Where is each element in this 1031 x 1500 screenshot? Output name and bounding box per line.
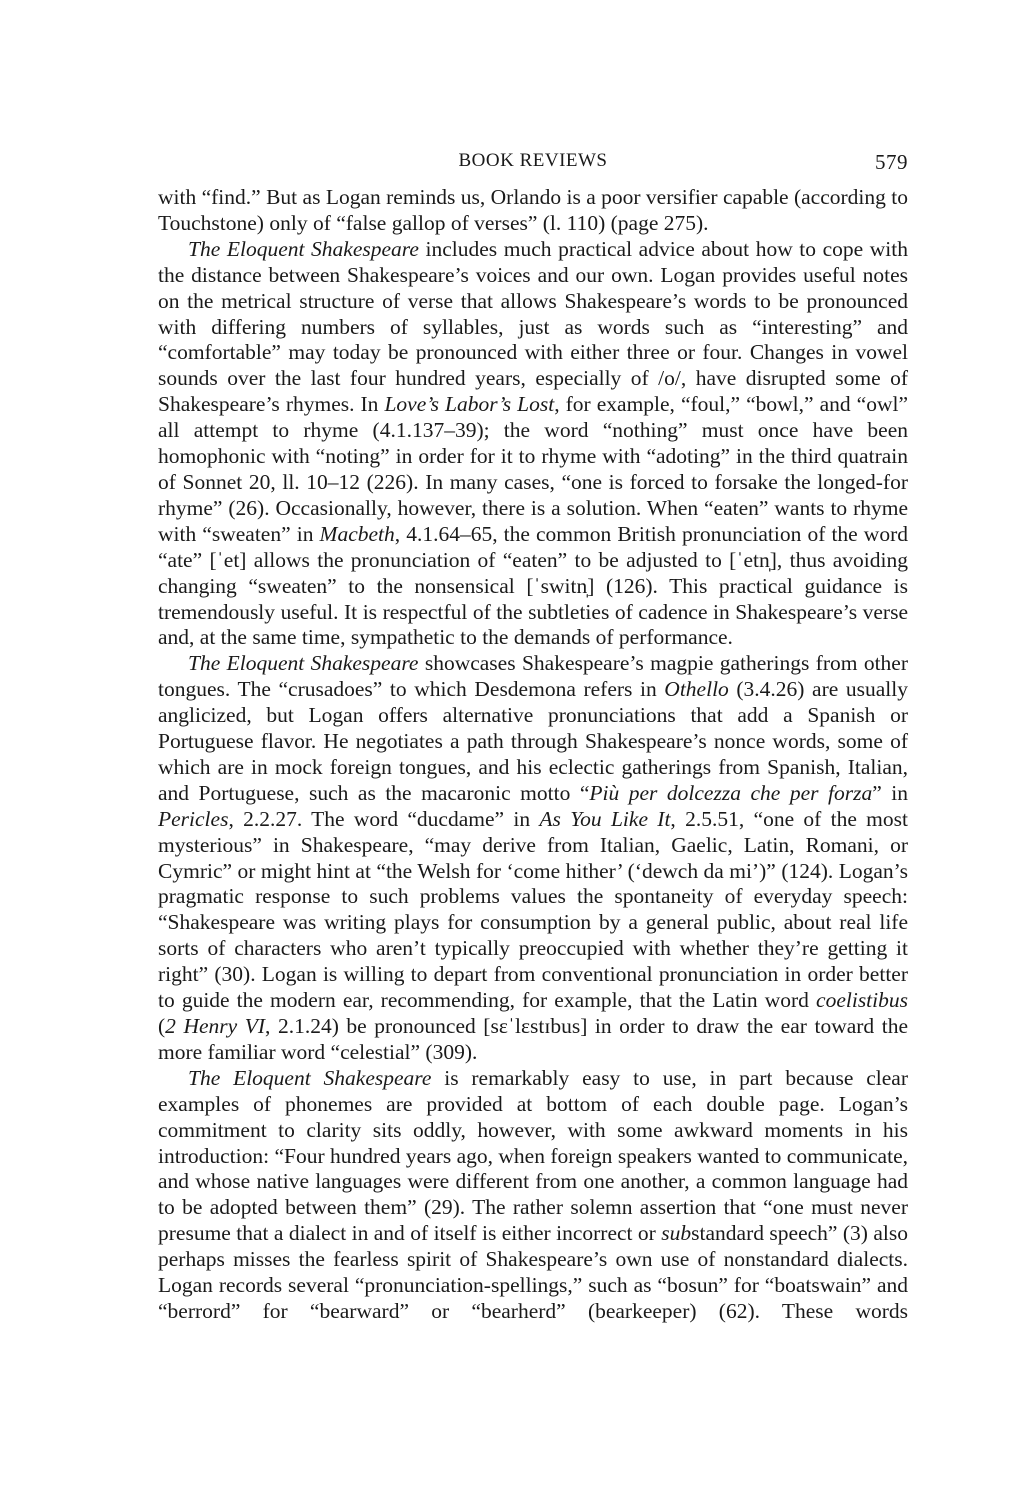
text-run: , 2.5.51, “one of the most mysterious” in Shakespeare, “may derive from Italian, Gaelic, Latin, Romani, or Cymric” or might hint at “the Welsh for ‘come hither’ (‘dewch da mi’)” (124). Logan’s pragmatic response to such problems values the spontaneity of everyday speech: “Shakespeare was writing plays for consumption by a general public, about real life sorts of characters who aren’t typically preoccupied with whether they’re getting it right” (30). Logan is willing to depart from conventional pronunciation in order better to guide the modern ear, recommending, for example, that the Latin word — [158, 806, 908, 1013]
text-run: standard speech” (3) also perhaps misses the fearless spirit of Shakespeare’s own use of nonstandard dialects. Logan records several “pronunciation-spellings,” such as “bosun” for “boatswain” and “berrord” for “bearward” or “bearherd” (bearkeeper) (62). These words — [158, 1221, 909, 1323]
italic-run: 2 Henry VI — [165, 1014, 266, 1038]
italic-run: Love’s Labor’s Lost — [384, 392, 555, 417]
running-header — [158, 150, 908, 176]
text-run: with “find.” But as Logan reminds us, Orlando is a poor versifier capable (according to Touchstone) only of “false gallop of verses” (l. 110) (page 275). — [158, 185, 908, 235]
italic-run: The Eloquent Shakespeare — [188, 236, 419, 261]
text-run: , for example, “foul,” “bowl,” and “owl” all attempt to rhyme (4.1.137–39); the word “nothing” must once have been homophonic with “noting” in order for it to rhyme with “adoting” in the third quatrain of Sonnet 20, ll. 10–12 (226). In many cases, “one is forced to forsake the longed-for rhyme” (26). Occasionally, however, there is a solution. When “eaten” wants to rhyme with “sweaten” in — [158, 392, 908, 546]
page-number: 579 — [875, 150, 908, 174]
italic-run: Pericles — [158, 806, 229, 831]
text-run: includes much practical advice about how to cope with the distance between Shakespeare’s voices and our own. Logan provides useful notes on the metrical structure of verse that allows Shakespeare’s words to be pronounced with differing numbers of syllables, just as words such as “interesting” and “comfortable” may today be pronounced with either three or four. Changes in vowel sounds over the last four hundred years, especially of /o/, have disrupted some of Shakespeare’s rhymes. In — [158, 236, 909, 417]
italic-run: Più per dolcezza che per forza — [589, 780, 873, 805]
italic-run: Othello — [664, 677, 729, 702]
running-title: BOOK REVIEWS — [458, 150, 608, 171]
text-run: ( — [158, 1014, 166, 1038]
text-run: ” in — [872, 780, 908, 805]
text-run: showcases Shakespeare’s magpie gatherings from other tongues. The “crusadoes” to which Desdemona refers in — [158, 651, 909, 702]
italic-run: The Eloquent Shakespeare — [188, 651, 419, 676]
paragraph-ease-of-use — [158, 1066, 908, 1325]
paragraph-continuation — [158, 185, 908, 237]
italic-run: Macbeth — [319, 521, 395, 546]
text-run: , 2.1.24) be pronounced [sɛˈlɛstɪbus] in order to draw the ear toward the more familiar word “celestial” (309). — [158, 1014, 908, 1064]
italic-run: The Eloquent Shakespeare — [188, 1065, 432, 1090]
italic-run: coelistibus — [816, 988, 908, 1013]
italic-run: As You Like It — [539, 806, 671, 831]
text-run: , 4.1.64–65, the common British pronunciation of the word “ate” [ˈet] allows the pronunciation of “eaten” to be adjusted to [ˈetn̩], thus avoiding changing “sweaten” to the nonsensical [ˈswitn̩] (126). This practical guidance is tremendously useful. It is respectful of the subtleties of cadence in Shakespeare’s verse and, at the same time, sympathetic to the demands of performance. — [158, 521, 908, 650]
italic-run: sub — [661, 1221, 692, 1246]
paragraph-metrical-guidance — [158, 237, 908, 652]
paragraph-foreign-tongues — [158, 651, 908, 1066]
text-run: , 2.2.27. The word “ducdame” in — [228, 806, 540, 831]
review-body — [158, 185, 908, 1325]
text-run: is remarkably easy to use, in part because clear examples of phonemes are provided at bottom of each double page. Logan’s commitment to clarity sits oddly, however, with some awkward moments in his introduction: “Four hundred years ago, when foreign speakers wanted to communicate, and whose native languages were different from one another, a common language had to be adopted between them” (29). The rather solemn assertion that “one must never presume that a dialect in and of itself is either incorrect or — [158, 1065, 908, 1246]
text-run: (3.4.26) are usually anglicized, but Logan offers alternative pronunciations that add a Spanish or Portuguese flavor. He negotiates a path through Shakespeare’s nonce words, some of which are in mock foreign tongues, and his eclectic gatherings from Spanish, Italian, and Portuguese, such as the macaronic motto “ — [158, 677, 908, 805]
